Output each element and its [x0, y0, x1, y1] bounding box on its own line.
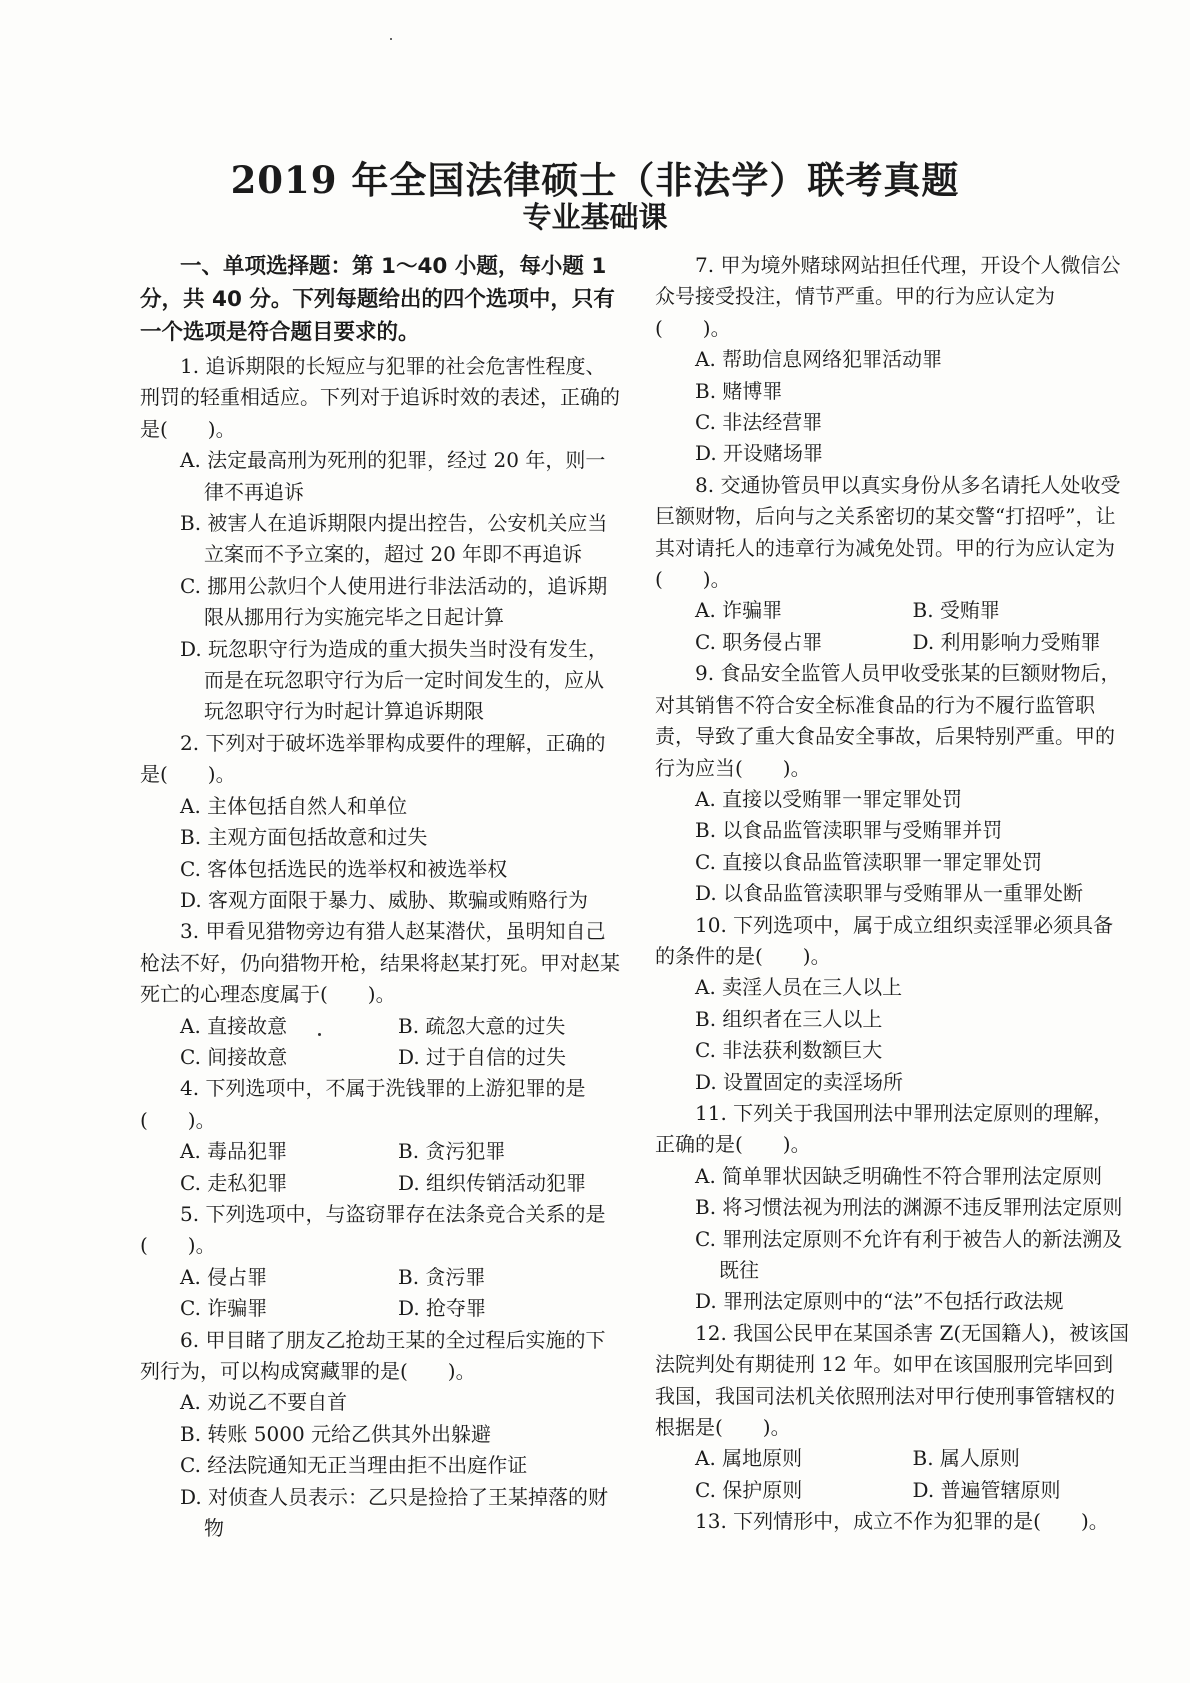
option-a: A. 诈骗罪 — [695, 598, 783, 623]
option-c: C. 经法院通知无正当理由拒不出庭作证 — [180, 1453, 528, 1478]
option-d: D. 过于自信的过失 — [398, 1044, 567, 1069]
option-c: C. 客体包括选民的选举权和被选举权 — [180, 856, 508, 881]
option-c: C. 走私犯罪 — [180, 1170, 288, 1195]
option-d: D. 客观方面限于暴力、威胁、欺骗或贿赂行为 — [180, 887, 589, 912]
option-c: C. 保护原则 — [695, 1477, 803, 1502]
question-3 — [140, 916, 620, 1073]
question-stem: 3. 甲看见猎物旁边有猎人赵某潜伏，虽明知自己枪法不好，仍向猎物开枪，结果将赵某打死。甲对赵某死亡的心理态度属于( )。 — [140, 919, 620, 1007]
question-1 — [140, 351, 620, 728]
option-row — [140, 1293, 620, 1324]
option-b: B. 转账 5000 元给乙供其外出躲避 — [180, 1421, 492, 1446]
option-d: D. 对侦查人员表示：乙只是捡拾了王某掉落的财物 — [180, 1484, 609, 1541]
question-stem: 13. 下列情形中，成立不作为犯罪的是( )。 — [695, 1509, 1109, 1534]
option-d: D. 抢夺罪 — [398, 1296, 487, 1321]
option-a: A. 主体包括自然人和单位 — [180, 793, 408, 818]
option-d: D. 玩忽职守行为造成的重大损失当时没有发生，而是在玩忽职守行为后一定时间发生的，应从玩忽职守行为时起计算追诉期限 — [180, 636, 609, 724]
right-column — [655, 250, 1130, 1538]
exam-subtitle: 专业基础课 — [522, 200, 668, 234]
question-stem: 7. 甲为境外赌球网站担任代理，开设个人微信公众号接受投注，情节严重。甲的行为应认定为( )。 — [655, 253, 1121, 340]
option-a: A. 直接以受贿罪一罪定罪处罚 — [695, 786, 963, 811]
option-a: A. 卖淫人员在三人以上 — [695, 975, 903, 1000]
option-a: A. 毒品犯罪 — [180, 1139, 288, 1164]
question-stem: 6. 甲目睹了朋友乙抢劫王某的全过程后实施的下列行为，可以构成窝藏罪的是( )。 — [140, 1327, 606, 1383]
option-a: A. 法定最高刑为死刑的犯罪，经过 20 年，则一律不再追诉 — [180, 448, 606, 504]
option-d: D. 以食品监管渎职罪与受贿罪从一重罪处断 — [695, 881, 1084, 906]
option-b: B. 受贿罪 — [912, 598, 1000, 623]
option-d: D. 组织传销活动犯罪 — [398, 1170, 587, 1195]
option-a: A. 劝说乙不要自首 — [180, 1390, 348, 1415]
option-row — [140, 1168, 620, 1199]
question-10 — [655, 910, 1130, 1098]
option-row — [655, 627, 1130, 658]
option-b: B. 组织者在三人以上 — [695, 1006, 883, 1031]
option-row — [140, 1042, 620, 1073]
option-b: B. 疏忽大意的过失 — [398, 1013, 566, 1038]
option-a: A. 帮助信息网络犯罪活动罪 — [695, 347, 943, 372]
question-2 — [140, 728, 620, 916]
option-b: B. 属人原则 — [912, 1446, 1020, 1471]
option-row — [140, 1136, 620, 1167]
option-b: B. 以食品监管渎职罪与受贿罪并罚 — [695, 818, 1003, 843]
option-c: C. 间接故意 — [180, 1044, 288, 1069]
scan-speck — [390, 38, 392, 40]
question-4 — [140, 1073, 620, 1199]
option-c: C. 直接以食品监管渎职罪一罪定罪处罚 — [695, 849, 1043, 874]
option-a: A. 属地原则 — [695, 1446, 803, 1471]
option-d: D. 开设赌场罪 — [695, 441, 824, 466]
question-stem: 11. 下列关于我国刑法中罪刑法定原则的理解，正确的是( )。 — [655, 1100, 1114, 1157]
option-d: D. 设置固定的卖淫场所 — [695, 1069, 904, 1094]
option-d: D. 罪刑法定原则中的“法”不包括行政法规 — [695, 1289, 1064, 1314]
option-b: B. 被害人在追诉期限内提出控告，公安机关应当立案而不予立案的，超过 20 年即不再追诉 — [180, 511, 608, 567]
question-5 — [140, 1199, 620, 1325]
question-stem: 8. 交通协管员甲以真实身份从多名请托人处收受巨额财物，后向与之关系密切的某交警“打招呼”，让其对请托人的违章行为减免处罚。甲的行为应认定为( )。 — [655, 472, 1121, 592]
option-a: A. 直接故意 — [180, 1013, 288, 1038]
question-12 — [655, 1318, 1130, 1506]
question-stem: 4. 下列选项中，不属于洗钱罪的上游犯罪的是( )。 — [140, 1076, 586, 1132]
option-b: B. 贪污犯罪 — [398, 1139, 506, 1164]
section-heading: 一、单项选择题：第 1～40 小题，每小题 1 分，共 40 分。下列每题给出的四个选项中，只有一个选项是符合题目要求的。 — [140, 254, 615, 345]
option-c: C. 罪刑法定原则不允许有利于被告人的新法溯及既往 — [695, 1226, 1123, 1282]
option-b: B. 主观方面包括故意和过失 — [180, 825, 428, 850]
question-stem: 5. 下列选项中，与盗窃罪存在法条竞合关系的是( )。 — [140, 1201, 606, 1258]
option-b: B. 赌博罪 — [695, 378, 783, 403]
option-b: B. 将习惯法视为刑法的渊源不违反罪刑法定原则 — [695, 1195, 1123, 1220]
option-d: D. 普遍管辖原则 — [912, 1477, 1061, 1502]
question-stem: 12. 我国公民甲在某国杀害 Z(无国籍人)，被该国法院判处有期徒刑 12 年。如甲在该国服刑完毕回到我国，我国司法机关依照刑法对甲行使刑事管辖权的根据是( )。 — [655, 1320, 1130, 1440]
question-6 — [140, 1325, 620, 1545]
option-row — [140, 1262, 620, 1293]
question-stem: 2. 下列对于破坏选举罪构成要件的理解，正确的是( )。 — [140, 730, 606, 787]
option-b: B. 贪污罪 — [398, 1264, 486, 1289]
question-stem: 10. 下列选项中，属于成立组织卖淫罪必须具备的条件的是( )。 — [655, 912, 1114, 968]
option-a: A. 侵占罪 — [180, 1264, 268, 1289]
option-c: C. 职务侵占罪 — [695, 629, 823, 654]
scan-speck — [318, 1033, 321, 1036]
option-c: C. 挪用公款归个人使用进行非法活动的，追诉期限从挪用行为实施完毕之日起计算 — [180, 573, 608, 630]
question-stem: 9. 食品安全监管人员甲收受张某的巨额财物后，对其销售不符合安全标准食品的行为不履行监管职责，导致了重大食品安全事故，后果特别严重。甲的行为应当( )。 — [655, 661, 1121, 780]
question-stem: 1. 追诉期限的长短应与犯罪的社会危害性程度、刑罚的轻重相适应。下列对于追诉时效的表述，正确的是( )。 — [140, 354, 620, 441]
left-column — [140, 250, 620, 1544]
question-8 — [655, 470, 1130, 658]
question-7 — [655, 250, 1130, 470]
question-11 — [655, 1098, 1130, 1318]
exam-title: 2019 年全国法律硕士（非法学）联考真题 — [230, 158, 960, 202]
option-c: C. 诈骗罪 — [180, 1296, 268, 1321]
option-c: C. 非法经营罪 — [695, 410, 823, 435]
option-row — [655, 1443, 1130, 1474]
option-a: A. 简单罪状因缺乏明确性不符合罪刑法定原则 — [695, 1163, 1103, 1188]
option-row — [655, 595, 1130, 626]
question-9 — [655, 658, 1130, 909]
question-13 — [655, 1506, 1130, 1537]
option-row — [140, 1011, 620, 1042]
option-row — [655, 1475, 1130, 1506]
option-c: C. 非法获利数额巨大 — [695, 1038, 883, 1063]
option-d: D. 利用影响力受贿罪 — [912, 629, 1101, 654]
